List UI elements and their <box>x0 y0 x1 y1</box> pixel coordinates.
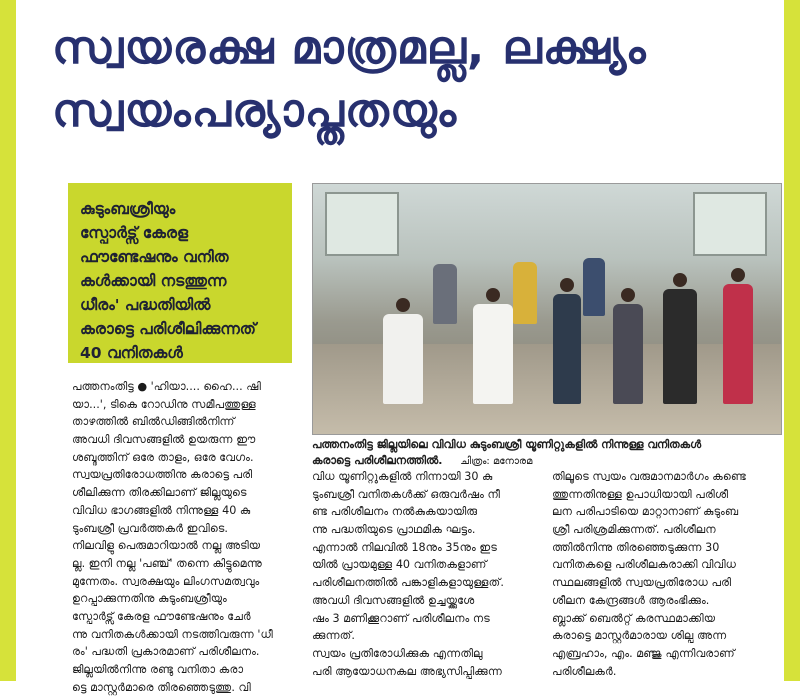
article-column-2 <box>312 468 540 680</box>
article-line: വിധ യൂണിറ്റുകളിൽ നിന്നായി 30 കു <box>312 470 493 483</box>
article-line: സ്വയപ്രതിരോധത്തിനു കരാട്ടെ പരി <box>72 468 253 482</box>
article-line: ശ്രീ പരിശ്രമിക്കുന്നത്. പരിശീലന <box>552 523 716 537</box>
headline <box>52 18 782 140</box>
highlight-line: സ്പോർട്സ് കേരള <box>80 224 189 243</box>
article-line: തിലൂടെ സ്വയം വരുമാനമാർഗം കണ്ടെ <box>552 470 746 483</box>
photo-person <box>553 294 581 404</box>
highlight-line: കുടുംബശ്രീയും <box>80 200 176 218</box>
article-line: ശീലിക്കുന്ന തിരക്കിലാണ് ജില്ലയുടെ <box>72 486 247 500</box>
photo-person <box>663 289 697 404</box>
article-line: ക്കുന്നത്. <box>312 629 355 643</box>
highlight-line: ധീരം' പദ്ധതിയിൽ <box>80 296 211 315</box>
article-line: യാ...', ടികെ റോഡിനു സമീപത്തുള്ള <box>72 397 256 411</box>
highlight-line: ഫൗണ്ടേഷനും വനിത <box>80 248 229 267</box>
article-line: ണ്ട പരിശീലനം നൽകുകയായിരു <box>312 505 478 519</box>
photo-person-head <box>731 268 745 282</box>
article-line: സ്പോർട്സ് കേരള ഫൗണ്ടേഷനും ചേർ <box>72 609 251 623</box>
article-line: സ്ഥലങ്ങളിൽ സ്വയപ്രതിരോധ പരി <box>552 576 732 590</box>
highlight-line: കരാട്ടെ പരിശീലിക്കുന്നത് <box>80 320 256 339</box>
article-line: ജില്ലയിൽനിന്നു രണ്ടു വനിതാ കരാ <box>72 663 244 676</box>
article-line: ന്നു പദ്ധതിയുടെ പ്രാഥമിക ഘട്ടം. <box>312 523 476 537</box>
article-line: ബ്ലാക്ക് ബെൽറ്റ് കരസ്ഥമാക്കിയ <box>552 611 716 625</box>
photo-person <box>433 264 457 324</box>
photo-person-head <box>486 288 500 302</box>
article-line: പരിശീലകർ. <box>552 664 617 678</box>
article-line: എബ്രഹാം, എം. മഞ്ജു എന്നിവരാണ് <box>552 646 735 660</box>
article-line: ല്ല. ഇനി നല്ല 'പഞ്ച്' തന്നെ കിട്ടുമെന്നു <box>72 556 262 570</box>
photo-credit: ചിത്രം: മനോരമ <box>460 455 533 467</box>
photo-caption <box>312 437 780 469</box>
article-line: സ്വയം പ്രതിരോധിക്കുക എന്നതിലു <box>312 646 483 660</box>
article-line: ഷം 3 മണിക്കൂറാണ് പരിശീലനം നട <box>312 611 490 625</box>
photo-person-head <box>396 298 410 312</box>
article-line: ന്നു വനിതകൾക്കായി നടത്തിവരുന്ന 'ധീ <box>72 627 273 641</box>
caption-text: കരാട്ടെ പരിശീലനത്തിൽ. <box>312 453 443 467</box>
article-line: ത്തുന്നതിനുള്ള ഉപാധിയായി പരിശീ <box>552 487 729 501</box>
article-line: ട്ടെ മാസ്റ്റർമാരെ തിരഞ്ഞെടുത്തു. വി <box>72 680 251 694</box>
article-line: മുന്നേതം. സ്വരക്ഷയും ലിംഗസമത്വവും <box>72 574 260 588</box>
article-line: നിലവിളു പെരുമാറിയാൽ നല്ല അടിയ <box>72 539 261 553</box>
photo-person <box>613 304 643 404</box>
highlight-line: 40 വനിതകൾ <box>80 344 183 363</box>
photo-person <box>383 314 423 404</box>
article-line: താഴത്തിൽ ബിൽഡിങ്ങിൽനിന്ന് <box>72 415 235 429</box>
photo-person <box>583 258 605 316</box>
article-line: യിൽ പ്രായമുള്ള 40 വനിതകളാണ് <box>312 558 487 572</box>
article-line: വിവിധ ഭാഗങ്ങളിൽ നിന്നുള്ള 40 കു <box>72 503 251 517</box>
photo-person <box>473 304 513 404</box>
photo-person-head <box>621 288 635 302</box>
headline-line-2: സ്വയംപര്യാപ്തതയും <box>52 82 458 137</box>
article-line: പരി ആയോധനകല അഭ്യസിപ്പിക്കുന്ന <box>312 664 502 678</box>
article-line: ടുംബശ്രീ പ്രവർത്തകർ ഇവിടെ. <box>72 521 228 535</box>
photo-person <box>513 262 537 324</box>
highlight-line: കൾക്കായി നടത്തുന്ന <box>80 272 227 291</box>
caption-text: പത്തനംതിട്ട ജില്ലയിലെ വിവിധ കുടുംബശ്രീ യൂണിറ്റുകളിൽ നിന്നുള്ള വനിതകൾ <box>312 438 702 451</box>
article-line: ടുംബശ്രീ വനിതകൾക്ക് ഒരുവർഷം നീ <box>312 487 500 501</box>
headline-line-1: സ്വയരക്ഷ മാത്രമല്ല, ലക്ഷ്യം <box>52 20 647 74</box>
article-line: പരിശീലനത്തിൽ പങ്കാളികളായുള്ളത്. <box>312 576 504 590</box>
photo-window <box>325 192 399 256</box>
photo-window <box>693 192 767 256</box>
article-line: ത്തിൽനിന്നു തിരഞ്ഞെടുക്കുന്ന 30 <box>552 540 720 554</box>
karate-training-photo <box>312 183 782 435</box>
article-line: അവധി ദിവസങ്ങളിൽ ഉച്ചയ്ക്കുശേ <box>312 593 475 607</box>
article-line: ഉറപ്പാക്കുന്നതിനു കുടുംബശ്രീയും <box>72 592 227 606</box>
article-line: കരാട്ടെ മാസ്റ്റർമാരായ ശില്പ അന്ന <box>552 629 727 643</box>
article-line: ലന പരിപാടിയെ മാറ്റാനാണ് കുടുംബ <box>552 505 739 519</box>
article-line: ശീലന കേന്ദ്രങ്ങൾ ആരംഭിക്കും. <box>552 593 710 607</box>
article-line: ശബ്ദത്തിന് ഒരേ താളം, ഒരേ വേഗം. <box>72 450 254 464</box>
article-column-3 <box>552 468 782 680</box>
photo-person-head <box>560 278 574 292</box>
article-column-1 <box>72 378 300 696</box>
article-line: വനിതകളെ പരിശീലകരാക്കി വിവിധ <box>552 558 737 572</box>
highlight-box <box>68 183 292 363</box>
photo-person-head <box>673 273 687 287</box>
article-line: രം' പദ്ധതി പ്രകാരമാണ് പരിശീലനം. <box>72 645 260 659</box>
article-line: അവധി ദിവസങ്ങളിൽ ഉയരുന്ന ഈ <box>72 433 256 447</box>
article-line: എന്നാൽ നിലവിൽ 18നും 35നും ഇട <box>312 540 497 554</box>
photo-person <box>723 284 753 404</box>
article-line: പത്തനംതിട്ട ● 'ഹിയാ.... ഹൈ... ഷി <box>72 380 261 393</box>
